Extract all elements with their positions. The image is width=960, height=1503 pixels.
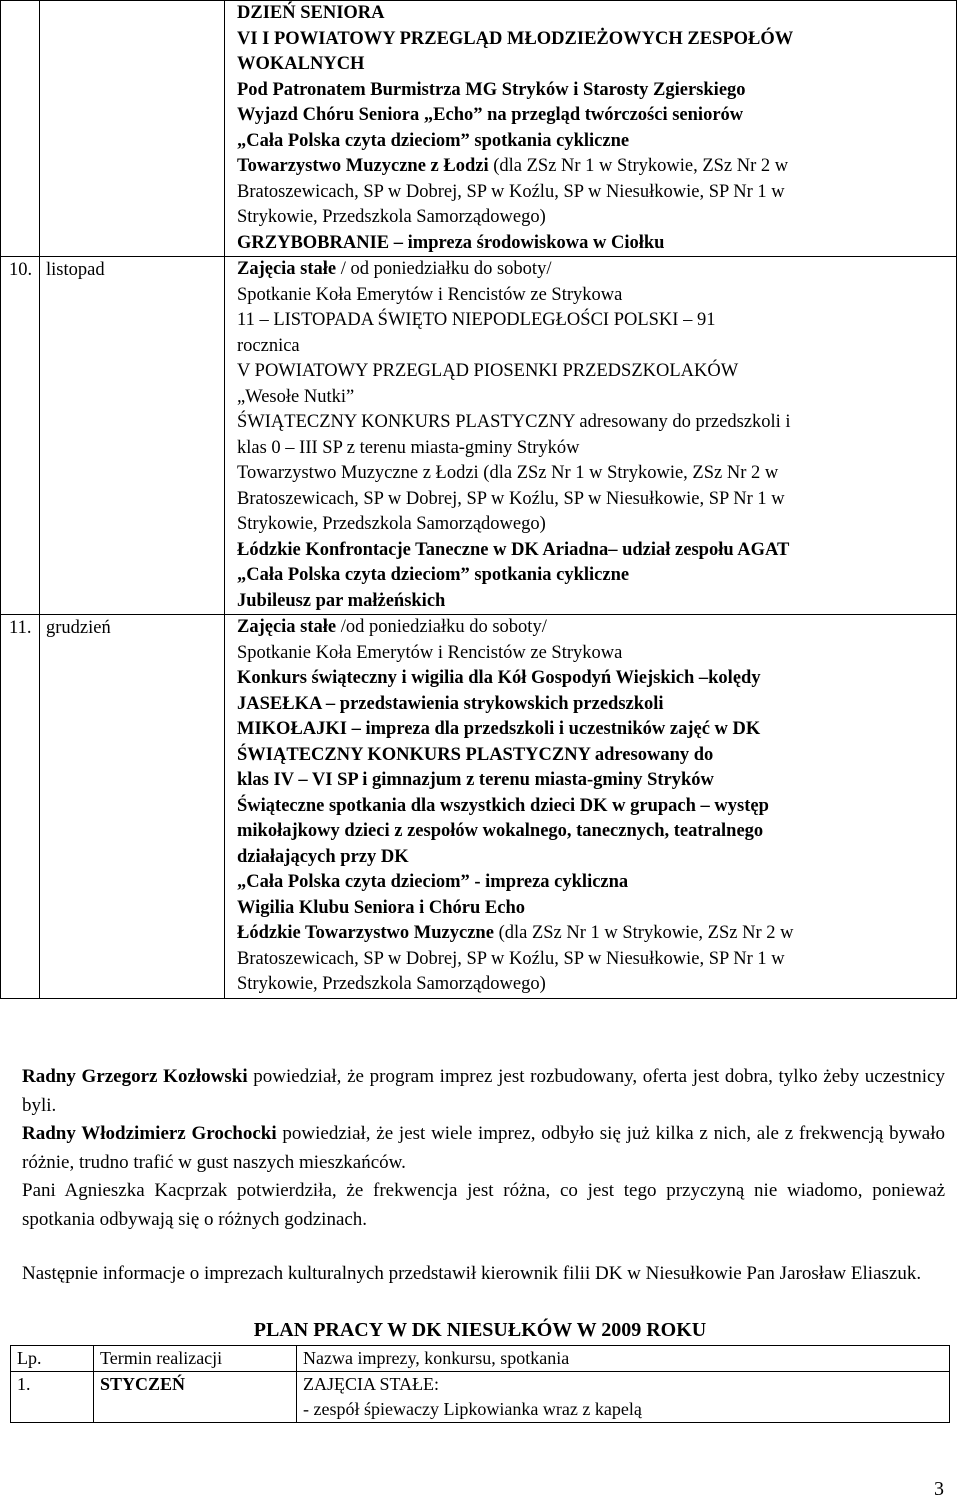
event-line xyxy=(237,257,952,283)
event-line xyxy=(237,52,952,78)
event-line-text: (dla ZSz Nr 1 w Strykowie, ZSz Nr 2 w xyxy=(493,923,794,943)
event-line-bold: Towarzystwo Muzyczne z Łodzi xyxy=(237,156,489,176)
event-line-text: ŚWIĄTECZNY KONKURS PLASTYCZNY adresowany do przedszkoli i xyxy=(237,412,791,432)
number-cell xyxy=(1,1,40,257)
month-cell: grudzień xyxy=(40,615,225,999)
plan-table xyxy=(10,1345,950,1423)
event-line xyxy=(237,205,952,231)
event-line-text: klas 0 – III SP z terenu miasta-gminy Stryków xyxy=(237,437,580,458)
page-number: 3 xyxy=(934,1478,944,1500)
table-row xyxy=(1,257,957,615)
table-row xyxy=(11,1372,950,1423)
event-line-text: 11 – LISTOPADA ŚWIĘTO NIEPODLEGŁOŚCI POLSKI – 91 xyxy=(237,310,716,330)
event-line xyxy=(237,768,952,794)
event-line-bold: MIKOŁAJKI – impreza dla przedszkoli i uczestników zajęć w DK xyxy=(237,719,761,739)
event-line xyxy=(237,615,952,641)
event-line-bold: mikołajkowy dzieci z zespołów wokalnego, tanecznych, teatralnego xyxy=(237,821,764,841)
event-line-text: Strykowie, Przedszkola Samorządowego) xyxy=(237,974,546,994)
event-line xyxy=(237,103,952,129)
plan-title: PLAN PRACY W DK NIESUŁKÓW W 2009 ROKU xyxy=(253,1319,707,1341)
event-line-text: „Wesołe Nutki” xyxy=(237,386,355,407)
event-line-bold: Wyjazd Chóru Seniora „Echo” na przegląd twórczości seniorów xyxy=(237,105,744,125)
event-line-bold: „Cała Polska czyta dzieciom” spotkania cykliczne xyxy=(237,565,630,585)
event-line xyxy=(237,129,952,155)
event-line xyxy=(237,180,952,206)
event-line xyxy=(237,487,952,513)
event-line-text: (dla ZSz Nr 1 w Strykowie, ZSz Nr 2 w xyxy=(488,156,789,176)
event-line xyxy=(237,410,952,436)
events-cell xyxy=(225,257,957,615)
event-line xyxy=(237,512,952,538)
event-line xyxy=(237,308,952,334)
paragraph xyxy=(22,1063,945,1120)
event-line-text: Spotkanie Koła Emerytów i Rencistów ze Strykowa xyxy=(237,284,623,305)
event-line xyxy=(237,794,952,820)
event-line: - zespół śpiewaczy Lipkowianka wraz z kapelą xyxy=(303,1399,642,1419)
event-line-bold: WOKALNYCH xyxy=(237,54,365,74)
event-line-bold: DZIEŃ SENIORA xyxy=(237,3,385,23)
event-line-text: Bratoszewicach, SP w Dobrej, SP w Koźlu, SP w Niesułkowie, SP Nr 1 w xyxy=(237,181,785,202)
event-line xyxy=(237,359,952,385)
event-line xyxy=(237,334,952,360)
table-header-row xyxy=(11,1346,950,1372)
discussion-text xyxy=(22,1063,945,1234)
event-line xyxy=(237,589,952,615)
event-line xyxy=(237,436,952,462)
speaker-name: Radny Grzegorz Kozłowski xyxy=(22,1066,248,1087)
event-line-bold: Zajęcia stałe xyxy=(237,617,337,637)
event-line-bold: JASEŁKA – przedstawienia strykowskich przedszkoli xyxy=(237,693,664,714)
month-cell xyxy=(40,1,225,257)
event-line xyxy=(237,921,952,947)
event-line xyxy=(237,641,952,667)
event-line-bold: „Cała Polska czyta dzieciom” - impreza cykliczna xyxy=(237,872,629,892)
event-line-bold: VI I POWIATOWY PRZEGLĄD MŁODZIEŻOWYCH ZESPOŁÓW xyxy=(237,28,794,49)
event-line xyxy=(237,717,952,743)
table-row xyxy=(1,1,957,257)
event-line xyxy=(237,538,952,564)
event-line xyxy=(237,692,952,718)
event-line-text: Strykowie, Przedszkola Samorządowego) xyxy=(237,514,546,534)
event-line xyxy=(237,819,952,845)
event-line-bold: klas IV – VI SP i gimnazjum z terenu miasta-gminy Stryków xyxy=(237,770,714,790)
event-line-bold: Świąteczne spotkania dla wszystkich dzieci DK w grupach – występ xyxy=(237,795,769,816)
event-line-bold: GRZYBOBRANIE – impreza środowiskowa w Ciołku xyxy=(237,232,665,253)
events-cell xyxy=(225,615,957,999)
event-line xyxy=(237,385,952,411)
speaker-name: Radny Włodzimierz Grochocki xyxy=(22,1123,277,1144)
event-line-bold: działających przy DK xyxy=(237,846,409,867)
event-line xyxy=(237,845,952,871)
term-cell: STYCZEŃ xyxy=(94,1372,297,1423)
event-line-text: / od poniedziałku do soboty/ xyxy=(336,259,552,279)
column-header: Termin realizacji xyxy=(94,1346,297,1372)
event-line xyxy=(237,461,952,487)
event-cell xyxy=(297,1372,950,1423)
paragraph-text: powiedział, że jest wiele imprez, odbyło się już kilka z nich, ale z frekwencją bywało różnie, trudno trafić w gust naszych mieszkańców. xyxy=(22,1123,945,1173)
event-line-bold: Łódzkie Konfrontacje Taneczne w DK Ariadna– udział zespołu AGAT xyxy=(237,539,790,560)
event-line-text: Bratoszewicach, SP w Dobrej, SP w Koźlu, SP w Niesułkowie, SP Nr 1 w xyxy=(237,948,785,969)
event-line xyxy=(237,743,952,769)
number-cell: 1. xyxy=(11,1372,94,1423)
month-cell: listopad xyxy=(40,257,225,615)
table-row xyxy=(1,615,957,999)
event-line-bold: Zajęcia stałe xyxy=(237,259,337,279)
event-line: ZAJĘCIA STAŁE: xyxy=(303,1374,440,1394)
event-line-bold: Konkurs świąteczny i wigilia dla Kół Gospodyń Wiejskich –kolędy xyxy=(237,668,761,688)
event-line-text: rocznica xyxy=(237,335,300,356)
event-line-bold: Łódzkie Towarzystwo Muzyczne xyxy=(237,923,494,943)
event-line-text: Strykowie, Przedszkola Samorządowego) xyxy=(237,207,546,227)
column-header: Lp. xyxy=(11,1346,94,1372)
event-line xyxy=(237,231,952,257)
event-line xyxy=(237,154,952,180)
event-line-bold: „Cała Polska czyta dzieciom” spotkania cykliczne xyxy=(237,130,630,151)
event-line xyxy=(237,563,952,589)
paragraph xyxy=(22,1120,945,1177)
event-line-bold: Jubileusz par małżeńskich xyxy=(237,590,446,611)
paragraph: Pani Agnieszka Kacprzak potwierdziła, że frekwencja jest różna, co jest tego przyczyną nie wiadomo, ponieważ spotkania odbywają się o różnych godzinach. xyxy=(22,1180,945,1230)
event-line-text: Spotkanie Koła Emerytów i Rencistów ze Strykowa xyxy=(237,642,623,663)
event-line xyxy=(237,78,952,104)
event-line-bold: ŚWIĄTECZNY KONKURS PLASTYCZNY adresowany do xyxy=(237,744,714,765)
event-line-text: Bratoszewicach, SP w Dobrej, SP w Koźlu, SP w Niesułkowie, SP Nr 1 w xyxy=(237,488,785,509)
event-line-bold: Wigilia Klubu Seniora i Chóru Echo xyxy=(237,897,526,918)
event-line xyxy=(237,1,952,27)
paragraph-text: powiedział, że program imprez jest rozbudowany, oferta jest dobra, tylko żeby uczestnicy byli. xyxy=(22,1066,945,1116)
events-cell xyxy=(225,1,957,257)
event-line-text: Towarzystwo Muzyczne z Łodzi (dla ZSz Nr 1 w Strykowie, ZSz Nr 2 w xyxy=(237,463,779,483)
event-line-text: /od poniedziałku do soboty/ xyxy=(336,617,547,637)
intro-text xyxy=(22,1260,945,1289)
event-line-text: V POWIATOWY PRZEGLĄD PIOSENKI PRZEDSZKOLAKÓW xyxy=(237,361,739,381)
event-line xyxy=(237,283,952,309)
event-line xyxy=(237,27,952,53)
event-line xyxy=(237,972,952,998)
event-line xyxy=(237,896,952,922)
number-cell: 11. xyxy=(1,615,40,999)
number-cell: 10. xyxy=(1,257,40,615)
event-line xyxy=(237,947,952,973)
event-line-bold: Pod Patronatem Burmistrza MG Stryków i Starosty Zgierskiego xyxy=(237,79,746,100)
event-line xyxy=(237,666,952,692)
column-header: Nazwa imprezy, konkursu, spotkania xyxy=(297,1346,950,1372)
paragraph: Następnie informacje o imprezach kulturalnych przedstawił kierownik filii DK w Niesułkowie Pan Jarosław Eliaszuk. xyxy=(22,1263,922,1284)
event-line xyxy=(237,870,952,896)
